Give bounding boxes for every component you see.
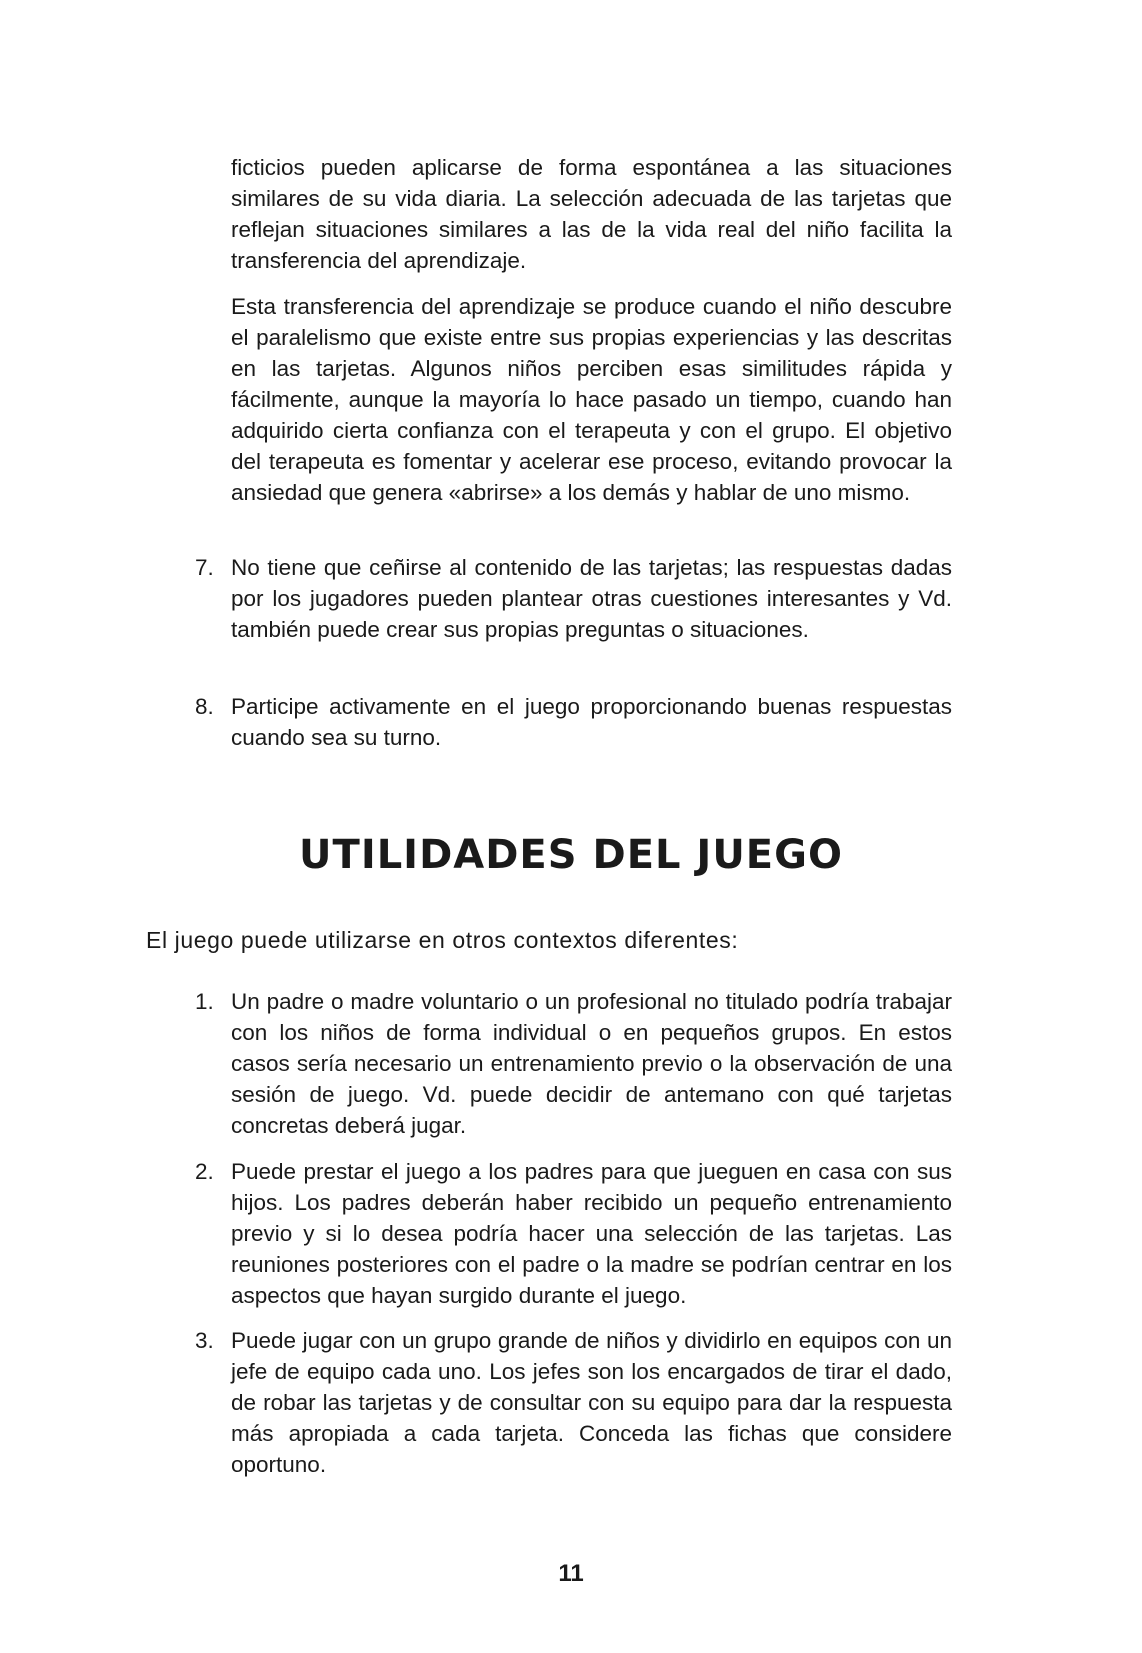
list-item-number: 2. [195, 1159, 214, 1184]
list-item-text: Un padre o madre voluntario o un profesional no titulado podría trabajar con los niños de forma individual o en pequeños grupos. En estos casos sería necesario un entrenamiento previo o la observación de una sesión de juego. Vd. puede decidir de antemano con qué tarjetas concretas deberá jugar. [231, 989, 952, 1138]
list-item-number: 8. [195, 694, 214, 719]
list-item-1 [195, 986, 952, 1141]
section-intro: El juego puede utilizarse en otros contextos diferentes: [146, 927, 739, 953]
list-item-3 [195, 1325, 952, 1480]
section-heading: UTILIDADES DEL JUEGO [299, 832, 843, 878]
list-item-text: No tiene que ceñirse al contenido de las tarjetas; las respuestas dadas por los jugadores pueden plantear otras cuestiones interesantes y Vd. también puede crear sus propias preguntas o situaciones. [231, 555, 952, 642]
list-item-text: Participe activamente en el juego proporcionando buenas respuestas cuando sea su turno. [231, 694, 952, 750]
paragraph-transfer-learning: Esta transferencia del aprendizaje se produce cuando el niño descubre el paralelismo que existe entre sus propias experiencias y las descritas en las tarjetas. Algunos niños perciben esas similitudes rápida y fácilmente, aunque la mayoría lo hace pasado un tiempo, cuando han adquirido cierta confianza con el terapeuta y con el grupo. El objetivo del terapeuta es fomentar y acelerar ese proceso, evitando provocar la ansiedad que genera «abrirse» a los demás y hablar de uno mismo. [231, 294, 952, 505]
list-item-number: 3. [195, 1328, 214, 1353]
list-item-text: Puede jugar con un grupo grande de niños y dividirlo en equipos con un jefe de equipo cada uno. Los jefes son los encargados de tirar el dado, de robar las tarjetas y de consultar con su equipo para dar la respuesta más apropiada a cada tarjeta. Conceda las fichas que considere oportuno. [231, 1328, 952, 1477]
list-item-7 [195, 552, 952, 645]
page-number: 11 [558, 1560, 584, 1587]
list-item-text: Puede prestar el juego a los padres para que jueguen en casa con sus hijos. Los padres deberán haber recibido un pequeño entrenamiento previo y si lo desea podría hacer una selección de las tarjetas. Las reuniones posteriores con el padre o la madre se podrían centrar en los aspectos que hayan surgido durante el juego. [231, 1159, 952, 1308]
paragraph-transfer-intro: ficticios pueden aplicarse de forma espontánea a las situaciones similares de su vida diaria. La selección adecuada de las tarjetas que reflejan situaciones similares a las de la vida real del niño facilita la transferencia del aprendizaje. [231, 155, 952, 273]
list-item-number: 7. [195, 555, 214, 580]
list-item-8 [195, 691, 952, 753]
list-item-2 [195, 1156, 952, 1311]
list-item-number: 1. [195, 989, 214, 1014]
